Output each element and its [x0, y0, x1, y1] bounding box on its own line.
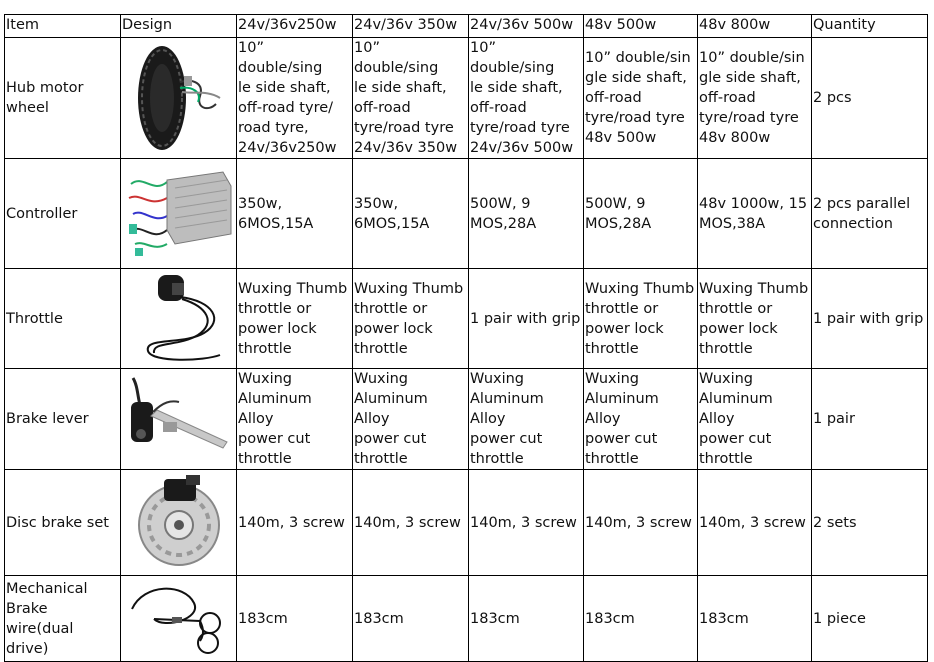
- item-cell: Hub motor wheel: [5, 38, 121, 159]
- table-row: [5, 38, 928, 159]
- header-48v-500w: 48v 500w: [584, 15, 698, 38]
- header-24v36v-500w: 24v/36v 500w: [469, 15, 584, 38]
- design-cell: [121, 470, 237, 576]
- quantity-cell: 2 pcs: [812, 38, 928, 159]
- design-cell: [121, 576, 237, 662]
- table-row: [5, 159, 928, 269]
- spec-cell: Wuxing Aluminum Alloy power cut throttle: [469, 369, 584, 470]
- item-cell: Brake lever: [5, 369, 121, 470]
- spec-cell: 140m, 3 screw: [237, 470, 353, 576]
- quantity-cell: 1 pair: [812, 369, 928, 470]
- design-cell: [121, 38, 237, 159]
- design-cell: [121, 369, 237, 470]
- brake-wire-photo: [124, 579, 234, 659]
- spec-cell: 500W, 9 MOS,28A: [469, 159, 584, 269]
- header-48v-800w: 48v 800w: [698, 15, 812, 38]
- header-quantity: Quantity: [812, 15, 928, 38]
- spec-cell: 500W, 9 MOS,28A: [584, 159, 698, 269]
- item-cell: Controller: [5, 159, 121, 269]
- item-cell: Throttle: [5, 269, 121, 369]
- spec-cell: 350w, 6MOS,15A: [237, 159, 353, 269]
- spec-cell: 140m, 3 screw: [698, 470, 812, 576]
- spec-cell: 1 pair with grip: [469, 269, 584, 369]
- header-item: Item: [5, 15, 121, 38]
- spec-cell: Wuxing Aluminum Alloy power cut throttle: [237, 369, 353, 470]
- brake-lever-photo: [123, 372, 235, 466]
- table-row: [5, 470, 928, 576]
- spec-cell: 10” double/sing le side shaft, off-road tyre/road tyre 24v/36v 350w: [353, 38, 469, 159]
- quantity-cell: 2 pcs parallel connection: [812, 159, 928, 269]
- header-24v36v250w: 24v/36v250w: [237, 15, 353, 38]
- spec-cell: 183cm: [584, 576, 698, 662]
- quantity-cell: 1 piece: [812, 576, 928, 662]
- spec-cell: 10” double/sing le side shaft, off-road tyre/road tyre 24v/36v 500w: [469, 38, 584, 159]
- item-cell: Mechanical Brake wire(dual drive): [5, 576, 121, 662]
- spec-cell: 48v 1000w, 15 MOS,38A: [698, 159, 812, 269]
- quantity-cell: 1 pair with grip: [812, 269, 928, 369]
- spec-cell: Wuxing Aluminum Alloy power cut throttle: [698, 369, 812, 470]
- table-row: [5, 369, 928, 470]
- spec-cell: 10” double/sing le side shaft, off-road tyre/ road tyre, 24v/36v250w: [237, 38, 353, 159]
- spec-cell: 140m, 3 screw: [584, 470, 698, 576]
- quantity-cell: 2 sets: [812, 470, 928, 576]
- spec-cell: 10” double/sin gle side shaft, off-road tyre/road tyre 48v 500w: [584, 38, 698, 159]
- design-cell: [121, 269, 237, 369]
- table-row: [5, 576, 928, 662]
- spec-cell: 183cm: [698, 576, 812, 662]
- spec-cell: 350w, 6MOS,15A: [353, 159, 469, 269]
- spec-cell: 140m, 3 screw: [353, 470, 469, 576]
- header-design: Design: [121, 15, 237, 38]
- spec-cell: Wuxing Thumb throttle or power lock throttle: [584, 269, 698, 369]
- spec-cell: Wuxing Thumb throttle or power lock throttle: [237, 269, 353, 369]
- spec-cell: 183cm: [353, 576, 469, 662]
- header-24v36v-350w: 24v/36v 350w: [353, 15, 469, 38]
- header-row: [5, 15, 928, 38]
- spec-cell: 140m, 3 screw: [469, 470, 584, 576]
- spec-cell: 183cm: [469, 576, 584, 662]
- item-cell: Disc brake set: [5, 470, 121, 576]
- spec-cell: 183cm: [237, 576, 353, 662]
- design-cell: [121, 159, 237, 269]
- spec-cell: Wuxing Aluminum Alloy power cut throttle: [584, 369, 698, 470]
- table-row: [5, 269, 928, 369]
- disc-brake-photo: [134, 473, 224, 573]
- hub-motor-wheel-photo: [124, 42, 234, 154]
- spec-cell: Wuxing Aluminum Alloy power cut throttle: [353, 369, 469, 470]
- spec-table: [4, 14, 928, 662]
- spec-cell: 10” double/sin gle side shaft, off-road tyre/road tyre 48v 800w: [698, 38, 812, 159]
- controller-photo: [123, 164, 235, 264]
- spec-cell: Wuxing Thumb throttle or power lock throttle: [698, 269, 812, 369]
- throttle-photo: [124, 271, 234, 367]
- spec-cell: Wuxing Thumb throttle or power lock throttle: [353, 269, 469, 369]
